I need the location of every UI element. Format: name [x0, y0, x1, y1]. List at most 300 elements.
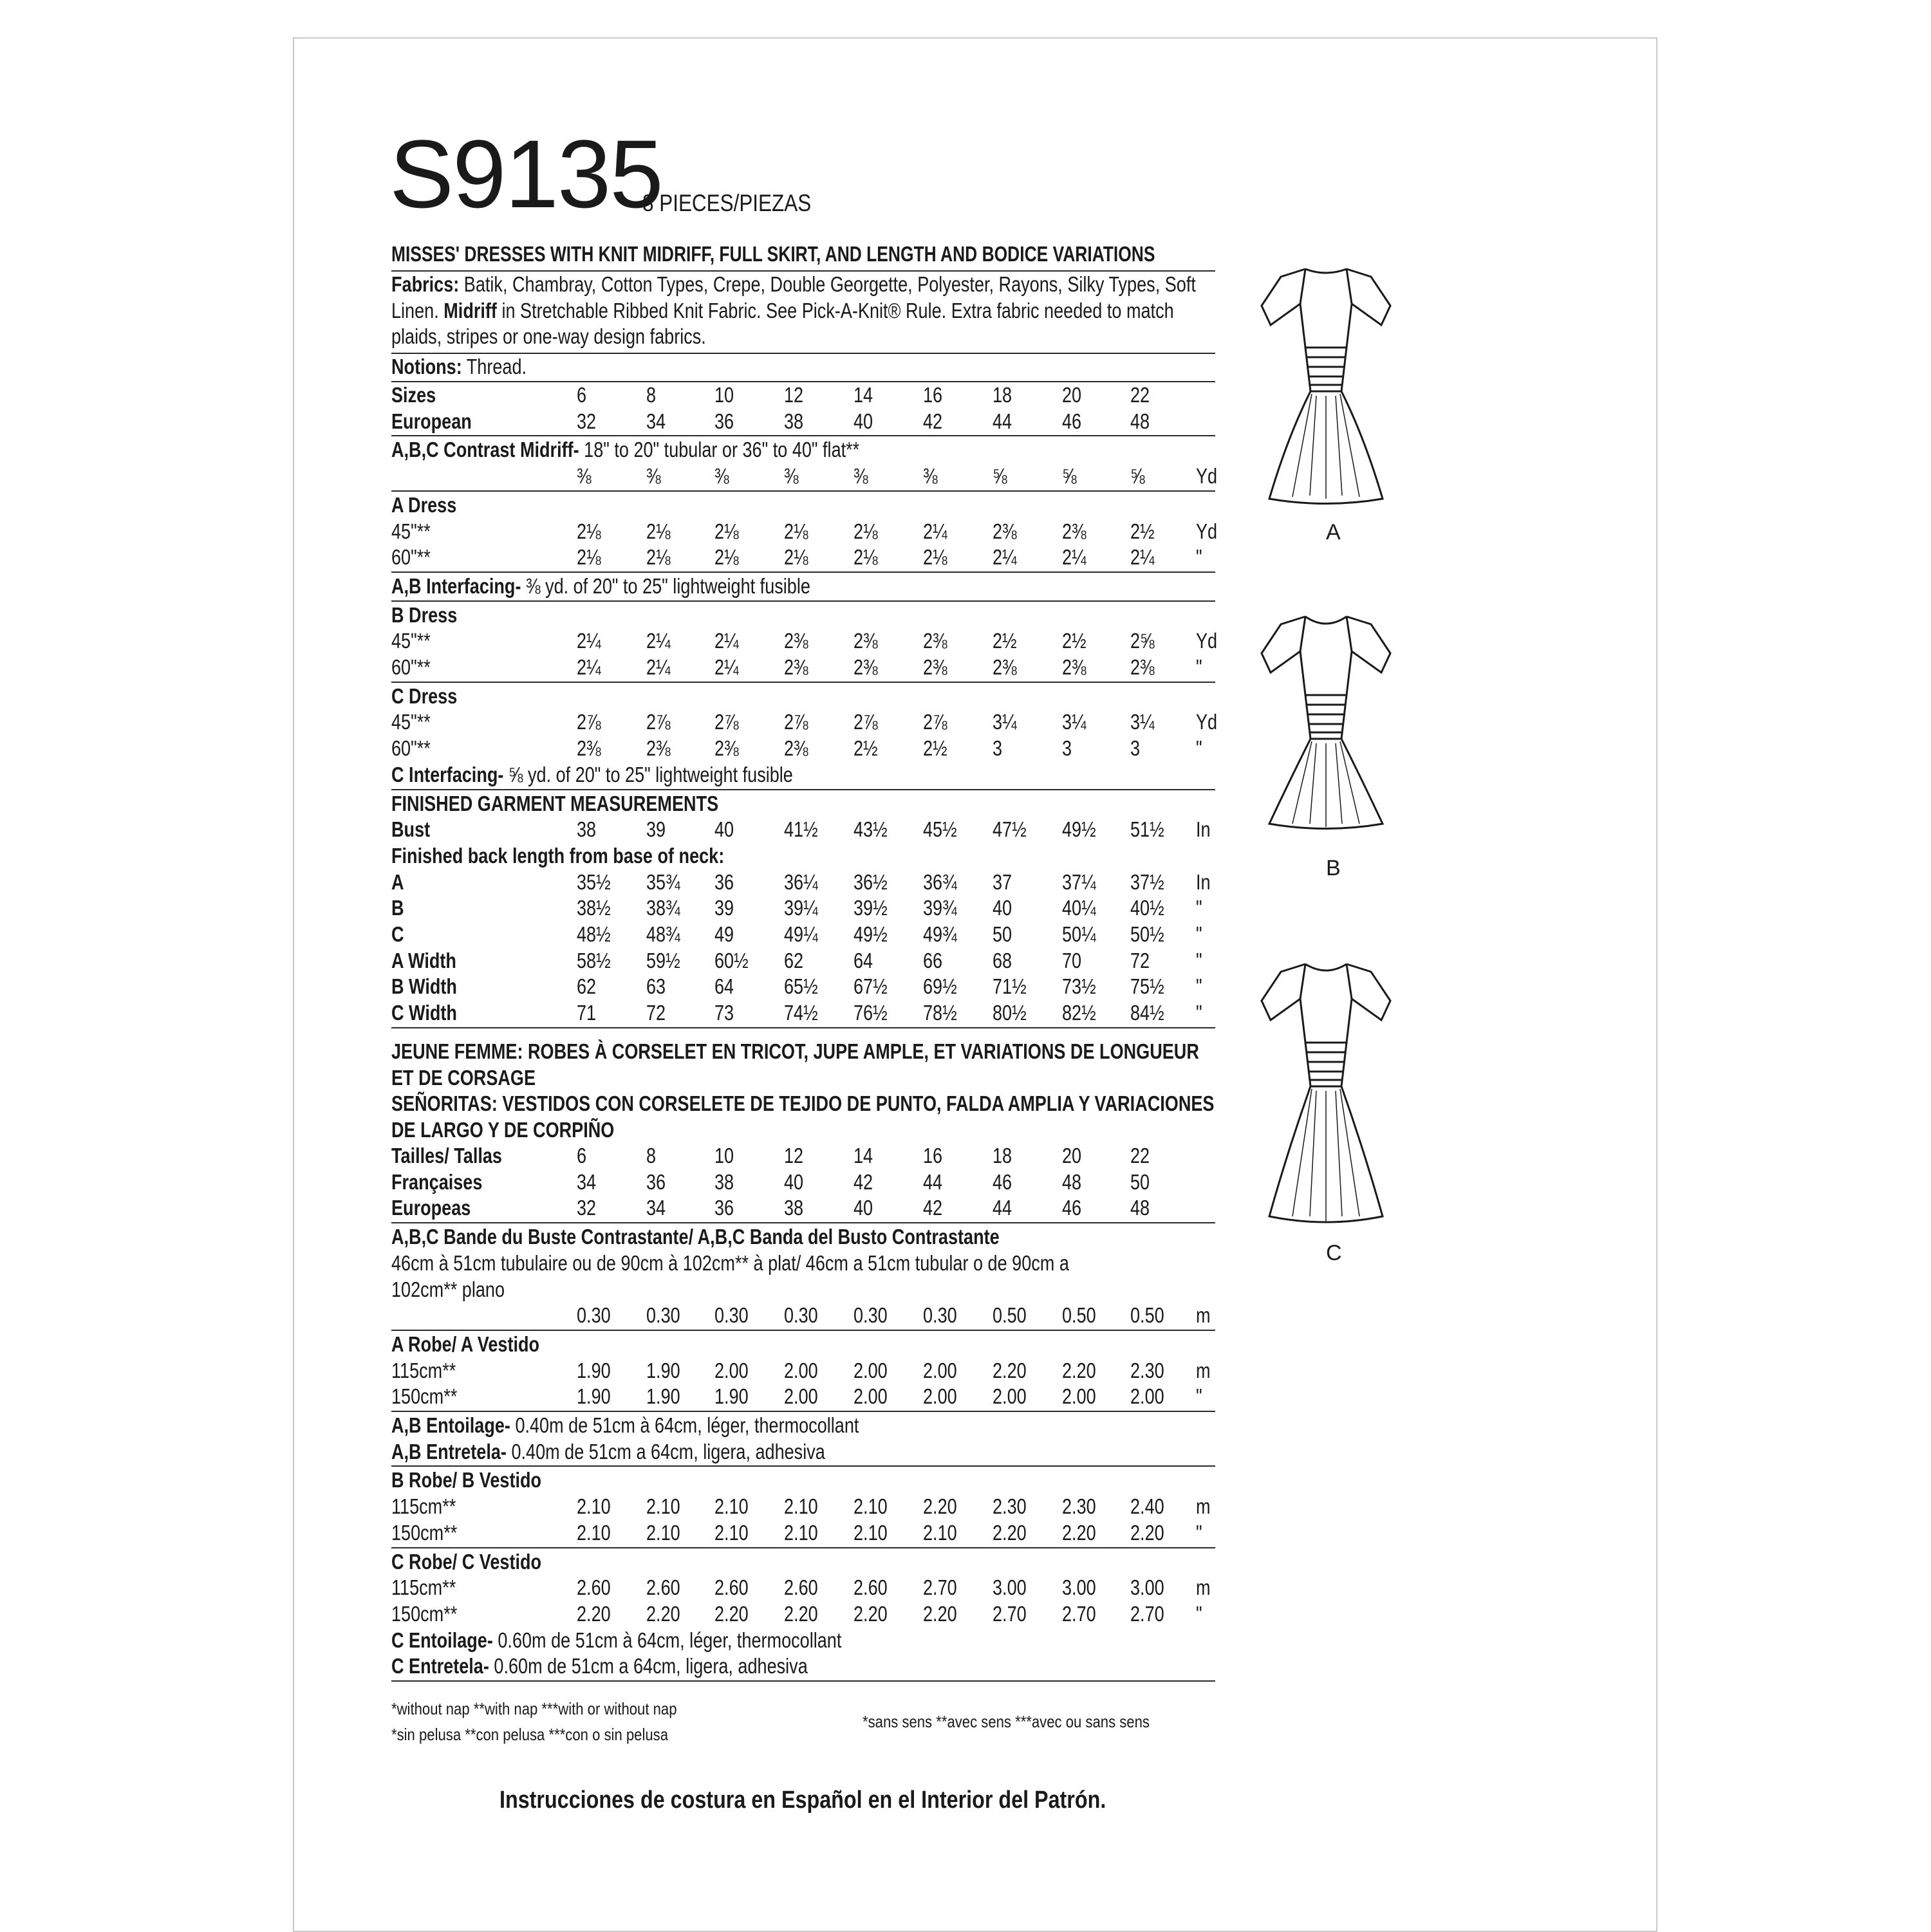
table-cell: 2⅜ — [784, 655, 808, 679]
table-cell: 2⅜ — [784, 736, 808, 761]
table-row — [391, 1520, 1215, 1547]
unit-cell: Yd — [1196, 710, 1218, 734]
table-cell: 3.00 — [1130, 1575, 1164, 1600]
table-cell: 2.60 — [784, 1575, 818, 1600]
table-row — [391, 437, 1215, 463]
row-label: A,B,C Contrast Midriff- 18" to 20" tubular or 36" to 40" flat** — [391, 438, 860, 462]
table-cell: 2.20 — [993, 1520, 1027, 1545]
unit-cell: In — [1196, 817, 1211, 842]
table-cell: 2¼ — [714, 629, 739, 653]
table-cell: 2⅜ — [923, 655, 947, 679]
table-cell: 2⅜ — [1130, 655, 1155, 679]
table-cell: 2⅛ — [577, 545, 601, 570]
notions-text: Thread. — [462, 355, 527, 378]
row-label: A Width — [391, 948, 456, 972]
table-row — [391, 1195, 1215, 1221]
table-row — [391, 1601, 1215, 1628]
view-c-sketch — [1255, 946, 1397, 1236]
unit-cell: m — [1196, 1303, 1211, 1328]
row-label: A,B,C Bande du Buste Contrastante/ A,B,C Banda del Busto Contrastante — [391, 1225, 1000, 1249]
table-cell: 0.30 — [577, 1303, 611, 1328]
piece-count: 8 PIECES/PIEZAS — [642, 190, 812, 216]
row-label: FINISHED GARMENT MEASUREMENTS — [391, 791, 719, 815]
table-cell: 2⅜ — [784, 629, 808, 653]
row-suffix: 18" to 20" tubular or 36" to 40" flat** — [579, 438, 860, 462]
table-row — [391, 1628, 1215, 1654]
row-label: Sizes — [391, 383, 436, 407]
row-label: C — [391, 922, 404, 946]
section-rule — [391, 1222, 1215, 1223]
section-rule — [391, 1411, 1215, 1412]
table-row — [391, 843, 1215, 869]
table-cell: 12 — [784, 383, 804, 407]
table-cell: 2.10 — [714, 1494, 749, 1519]
table-cell: 62 — [784, 948, 804, 972]
pattern-number: S9135 — [389, 120, 662, 228]
unit-cell: " — [1196, 655, 1202, 679]
table-cell: 37¼ — [1062, 869, 1096, 894]
table-cell: 2⅞ — [714, 710, 739, 734]
table-cell: 2.60 — [577, 1575, 611, 1600]
table-row — [391, 544, 1215, 571]
table-cell: 2.30 — [1062, 1494, 1096, 1519]
table-cell: 2⅛ — [714, 519, 739, 543]
table-cell: 44 — [993, 1196, 1012, 1220]
row-label: A,B Entretela- 0.40m de 51cm a 64cm, ligera, adhesiva — [391, 1439, 825, 1463]
table-cell: 2.10 — [784, 1520, 818, 1545]
table-cell: 36¼ — [784, 869, 818, 894]
table-cell: 1.90 — [714, 1384, 749, 1409]
table-cell: 39¾ — [923, 896, 957, 920]
table-cell: 2.60 — [854, 1575, 888, 1600]
table-cell: 3 — [1130, 736, 1141, 761]
view-a-label: A — [1326, 520, 1341, 544]
table-cell: 2.40 — [1130, 1494, 1164, 1519]
table-cell: 2.20 — [923, 1494, 957, 1519]
notions-line — [391, 354, 1215, 380]
table-cell: 2⅛ — [784, 519, 808, 543]
row-suffix: 0.40m de 51cm a 64cm, ligera, adhesiva — [506, 1439, 825, 1463]
table-cell: 34 — [577, 1169, 597, 1194]
table-cell: 39 — [646, 817, 666, 842]
table-cell: 2⅜ — [993, 655, 1017, 679]
table-cell: 2¼ — [1062, 545, 1087, 570]
table-cell: 6 — [577, 383, 587, 407]
table-cell: 2.70 — [1130, 1601, 1164, 1626]
table-cell: 1.90 — [646, 1358, 680, 1382]
table-row — [391, 1653, 1215, 1680]
table-cell: 72 — [646, 1001, 666, 1025]
table-cell: 2½ — [1062, 629, 1087, 653]
row-label: 115cm** — [391, 1575, 456, 1600]
table-row — [391, 869, 1215, 896]
row-label: B Robe/ B Vestido — [391, 1468, 542, 1492]
table-cell: 2⅜ — [854, 655, 878, 679]
table-cell: 2⅜ — [714, 736, 739, 761]
section-rule — [391, 435, 1215, 436]
table-cell: 2.70 — [923, 1575, 957, 1600]
table-cell: 2⅜ — [1062, 519, 1087, 543]
table-cell: 36 — [714, 1196, 734, 1220]
row-label: A — [391, 869, 404, 894]
unit-cell: m — [1196, 1358, 1211, 1382]
table-row — [391, 492, 1215, 519]
table-cell: 34 — [646, 409, 666, 433]
table-cell: 42 — [923, 409, 943, 433]
table-cell: 2.30 — [993, 1494, 1027, 1519]
table-cell: 16 — [923, 383, 943, 407]
table-cell: 2⅜ — [577, 736, 601, 761]
table-cell: 62 — [577, 974, 597, 999]
table-cell: ⅝ — [1130, 464, 1145, 488]
row-label: 60"** — [391, 736, 431, 761]
table-row — [391, 463, 1218, 490]
table-cell: 47½ — [993, 817, 1027, 842]
table-cell: 58½ — [577, 948, 611, 972]
table-cell: 10 — [714, 383, 734, 407]
table-cell: 2.10 — [923, 1520, 957, 1545]
table-cell: 0.30 — [923, 1303, 957, 1328]
table-cell: ⅜ — [577, 464, 592, 488]
table-cell: 2⅞ — [923, 710, 947, 734]
fabrics-text-2: in Stretchable Ribbed Knit Fabric. See Pick-A-Knit® Rule. Extra fabric needed to match plaids, stripes or one-way design fabrics. — [391, 298, 1174, 349]
table-row — [391, 1277, 1215, 1303]
row-label: C Dress — [391, 683, 458, 708]
french-title: JEUNE FEMME: ROBES À CORSELET EN TRICOT, JUPE AMPLE, ET VARIATIONS DE LONGUEUR ET DE CORSAGE — [391, 1039, 1199, 1090]
table-cell: 67½ — [854, 974, 888, 999]
unit-cell: In — [1196, 869, 1211, 894]
spanish-instructions-note: Instrucciones de costura en Español en el Interior del Patrón. — [499, 1787, 1106, 1814]
table-cell: 2⅜ — [854, 629, 878, 653]
row-suffix: ⅝ yd. of 20" to 25" lightweight fusible — [503, 762, 793, 786]
table-cell: 50¼ — [1062, 922, 1096, 946]
table-row — [391, 1549, 1215, 1575]
fabrics-text: Batik, Chambray, Cotton Types, Crepe, Double Georgette, Polyester, Rayons, Silky Types, Soft Linen. — [391, 272, 1196, 322]
table-cell: 2¼ — [1130, 545, 1155, 570]
table-row — [391, 655, 1215, 681]
table-cell: 8 — [646, 383, 657, 407]
section-rule — [391, 490, 1215, 492]
table-cell: 6 — [577, 1144, 587, 1167]
table-cell: 41½ — [784, 817, 818, 842]
midriff-label: Midriff — [443, 298, 497, 322]
table-cell: 80½ — [993, 1001, 1027, 1025]
table-cell: 38 — [577, 817, 597, 842]
table-cell: 36½ — [854, 869, 888, 894]
table-cell: 1.90 — [646, 1384, 680, 1409]
table-cell: 0.30 — [646, 1303, 680, 1328]
table-cell: 0.30 — [784, 1303, 818, 1328]
table-cell: 2⅛ — [854, 519, 878, 543]
table-cell: 48½ — [577, 922, 611, 946]
table-cell: 42 — [854, 1169, 873, 1194]
table-cell: 0.50 — [1130, 1303, 1164, 1328]
table-cell: 2⅛ — [646, 545, 671, 570]
table-cell: ⅜ — [646, 464, 661, 488]
table-cell: 2⅛ — [646, 519, 671, 543]
table-cell: 49½ — [854, 922, 888, 946]
table-cell: 2.20 — [646, 1601, 680, 1626]
table-cell: 59½ — [646, 948, 680, 972]
row-label: C Entretela- 0.60m de 51cm a 64cm, ligera, adhesiva — [391, 1654, 808, 1678]
table-cell: 60½ — [714, 948, 749, 972]
table-cell: 22 — [1130, 383, 1150, 407]
view-b-label: B — [1326, 856, 1341, 880]
table-row — [391, 895, 1215, 922]
table-cell: 2.00 — [923, 1358, 957, 1382]
table-cell: 20 — [1062, 383, 1082, 407]
table-cell: 34 — [646, 1196, 666, 1220]
row-label: 150cm** — [391, 1384, 458, 1409]
row-label: B Width — [391, 974, 457, 999]
row-label: C Width — [391, 1001, 457, 1025]
table-cell: 35½ — [577, 869, 611, 894]
table-row — [391, 1169, 1215, 1196]
table-cell: 2.00 — [993, 1384, 1027, 1409]
table-cell: 2.20 — [993, 1358, 1027, 1382]
table-row — [391, 762, 1215, 788]
row-label: 102cm** plano — [391, 1277, 505, 1301]
table-cell: 2⅞ — [854, 710, 878, 734]
table-row — [391, 683, 1215, 710]
row-suffix: 0.40m de 51cm à 64cm, léger, thermocollant — [510, 1413, 859, 1437]
row-label: 150cm** — [391, 1520, 458, 1545]
section-rule — [391, 600, 1215, 602]
table-cell: 12 — [784, 1144, 804, 1167]
table-cell: 0.50 — [993, 1303, 1027, 1328]
table-cell: 70 — [1062, 948, 1082, 972]
table-cell: 71 — [577, 1001, 597, 1025]
table-cell: 78½ — [923, 1001, 957, 1025]
row-label: Tailles/ Tallas — [391, 1144, 502, 1167]
fabrics-label: Fabrics: — [391, 272, 460, 296]
table-row — [391, 1439, 1215, 1465]
table-cell: 2⅛ — [577, 519, 601, 543]
table-cell: ⅝ — [1062, 464, 1077, 488]
table-cell: 3¼ — [993, 710, 1017, 734]
pattern-title: MISSES' DRESSES WITH KNIT MIDRIFF, FULL SKIRT, AND LENGTH AND BODICE VARIATIONS — [391, 242, 1155, 266]
table-cell: 39 — [714, 896, 734, 920]
row-label: A,B Interfacing- ⅜ yd. of 20" to 25" lightweight fusible — [391, 573, 810, 598]
table-row — [391, 1000, 1215, 1026]
table-cell: 14 — [854, 1144, 873, 1167]
table-cell: 40¼ — [1062, 896, 1096, 920]
table-cell: 2¼ — [646, 655, 671, 679]
table-cell: 20 — [1062, 1144, 1082, 1167]
table-cell: 2.20 — [577, 1601, 611, 1626]
unit-cell: m — [1196, 1494, 1211, 1519]
table-cell: 10 — [714, 1144, 734, 1167]
table-cell: 43½ — [854, 817, 888, 842]
table-row — [391, 1224, 1215, 1250]
table-row — [391, 602, 1215, 629]
table-cell: 38 — [784, 409, 804, 433]
table-cell: 40 — [854, 409, 873, 433]
table-cell: 38¾ — [646, 896, 680, 920]
table-cell: 2.60 — [714, 1575, 749, 1600]
table-cell: 1.90 — [577, 1358, 611, 1382]
table-cell: 48 — [1130, 409, 1150, 433]
table-cell: 38 — [784, 1196, 804, 1220]
table-cell: 84½ — [1130, 1001, 1164, 1025]
table-row — [391, 409, 1215, 435]
row-label: European — [391, 409, 472, 433]
table-cell: 2¼ — [993, 545, 1017, 570]
table-cell: 38 — [714, 1169, 734, 1194]
table-cell: 74½ — [784, 1001, 818, 1025]
row-label: A Robe/ A Vestido — [391, 1332, 540, 1356]
table-cell: 72 — [1130, 948, 1150, 972]
row-suffix: 0.60m de 51cm à 64cm, léger, thermocollant — [492, 1628, 842, 1652]
row-label: C Entoilage- 0.60m de 51cm à 64cm, léger, thermocollant — [391, 1628, 842, 1652]
table-cell: 64 — [854, 948, 873, 972]
table-cell: 50 — [993, 922, 1012, 946]
row-label: 150cm** — [391, 1601, 458, 1626]
table-cell: 2.70 — [1062, 1601, 1096, 1626]
table-cell: 0.30 — [854, 1303, 888, 1328]
table-cell: 2.00 — [784, 1358, 818, 1382]
table-cell: 0.50 — [1062, 1303, 1096, 1328]
table-cell: 73 — [714, 1001, 734, 1025]
table-cell: 2.00 — [854, 1384, 888, 1409]
row-label: 115cm** — [391, 1358, 456, 1382]
table-cell: 37½ — [1130, 869, 1164, 894]
table-cell: 1.90 — [577, 1384, 611, 1409]
table-cell: 2⅜ — [1062, 655, 1087, 679]
table-cell: 36 — [646, 1169, 666, 1194]
view-c-label: C — [1326, 1241, 1342, 1265]
view-a-sketch — [1255, 251, 1397, 515]
table-cell: 2⅛ — [854, 545, 878, 570]
table-cell: 46 — [1062, 409, 1082, 433]
row-label: 115cm** — [391, 1494, 456, 1519]
table-cell: 49 — [714, 922, 734, 946]
table-cell: 2.10 — [854, 1520, 888, 1545]
row-label: A,B Entoilage- 0.40m de 51cm à 64cm, léger, thermocollant — [391, 1413, 859, 1437]
table-row — [391, 736, 1215, 762]
section-rule — [391, 1330, 1215, 1331]
table-row — [391, 1332, 1215, 1358]
unit-cell: " — [1196, 1520, 1202, 1545]
table-cell: 2¼ — [923, 519, 947, 543]
table-cell: 2⅛ — [784, 545, 808, 570]
table-cell: 36¾ — [923, 869, 957, 894]
table-cell: 50 — [1130, 1169, 1150, 1194]
table-cell: 2¼ — [714, 655, 739, 679]
table-cell: 2.10 — [577, 1520, 611, 1545]
table-cell: 2.00 — [1130, 1384, 1164, 1409]
unit-cell: " — [1196, 1384, 1202, 1409]
table-cell: 2.20 — [1130, 1520, 1164, 1545]
table-cell: 2.00 — [1062, 1384, 1096, 1409]
table-cell: 0.30 — [714, 1303, 749, 1328]
table-cell: 2⅝ — [1130, 629, 1155, 653]
table-cell: 40 — [854, 1196, 873, 1220]
table-row — [391, 709, 1218, 736]
table-cell: 46 — [993, 1169, 1012, 1194]
table-row — [391, 519, 1218, 545]
table-cell: 66 — [923, 948, 943, 972]
table-cell: 2⅞ — [784, 710, 808, 734]
nap-notes-english: *without nap **with nap ***with or without nap — [391, 1699, 677, 1718]
row-label: Europeas — [391, 1196, 471, 1220]
table-cell: 64 — [714, 974, 734, 999]
row-label: B Dress — [391, 602, 458, 627]
table-cell: 48 — [1062, 1169, 1082, 1194]
row-label: Françaises — [391, 1169, 483, 1194]
table-cell: 2½ — [993, 629, 1017, 653]
unit-cell: m — [1196, 1575, 1211, 1600]
table-row — [391, 1250, 1215, 1277]
table-cell: 2.00 — [714, 1358, 749, 1382]
section-rule — [391, 682, 1215, 683]
table-row — [391, 791, 1215, 817]
table-cell: 2.10 — [784, 1494, 818, 1519]
table-cell: 8 — [646, 1144, 657, 1167]
row-label: C Robe/ C Vestido — [391, 1549, 542, 1574]
table-cell: 82½ — [1062, 1001, 1096, 1025]
section-rule — [391, 1027, 1215, 1028]
table-cell: ⅝ — [993, 464, 1007, 488]
notions-label: Notions: — [391, 355, 462, 378]
table-cell: 40 — [714, 817, 734, 842]
table-cell: 37 — [993, 869, 1012, 894]
table-cell: 2¼ — [577, 629, 601, 653]
table-cell: ⅜ — [714, 464, 729, 488]
table-cell: 36 — [714, 409, 734, 433]
unit-cell: Yd — [1196, 464, 1218, 488]
table-cell: 2¼ — [646, 629, 671, 653]
table-cell: 2⅛ — [714, 545, 739, 570]
nap-notes-spanish: *sin pelusa **con pelusa ***con o sin pelusa — [391, 1725, 669, 1744]
table-cell: 2⅛ — [923, 545, 947, 570]
spanish-title: SEÑORITAS: VESTIDOS CON CORSELETE DE TEJIDO DE PUNTO, FALDA AMPLIA Y VARIACIONES DE LARGO Y DE CORPIÑO — [391, 1091, 1215, 1142]
table-cell: 48 — [1130, 1196, 1150, 1220]
table-cell: 2½ — [923, 736, 947, 761]
table-cell: 32 — [577, 1196, 597, 1220]
table-cell: 2⅜ — [923, 629, 947, 653]
unit-cell: " — [1196, 1601, 1202, 1626]
table-cell: 40 — [784, 1169, 804, 1194]
table-cell: 2.20 — [714, 1601, 749, 1626]
table-cell: 3.00 — [993, 1575, 1027, 1600]
table-cell: 2.00 — [854, 1358, 888, 1382]
table-cell: ⅜ — [923, 464, 938, 488]
table-cell: 49½ — [1062, 817, 1096, 842]
row-label: Bust — [391, 817, 431, 842]
table-cell: 2½ — [1130, 519, 1155, 543]
table-cell: 2⅜ — [993, 519, 1017, 543]
table-cell: 42 — [923, 1196, 943, 1220]
table-cell: 3 — [1062, 736, 1072, 761]
table-row — [391, 1384, 1215, 1410]
row-label: B — [391, 896, 404, 920]
section-rule — [391, 1547, 1215, 1548]
table-cell: 3¼ — [1062, 710, 1087, 734]
row-label: 45"** — [391, 629, 431, 653]
unit-cell: " — [1196, 974, 1202, 999]
table-cell: 14 — [854, 383, 873, 407]
unit-cell: " — [1196, 736, 1202, 761]
row-label: Finished back length from base of neck: — [391, 843, 725, 868]
table-cell: 36 — [714, 869, 734, 894]
table-cell: 65½ — [784, 974, 818, 999]
row-suffix: 0.60m de 51cm a 64cm, ligera, adhesiva — [489, 1654, 808, 1678]
table-cell: 2.10 — [714, 1520, 749, 1545]
section-rule — [391, 1465, 1215, 1467]
table-cell: ⅜ — [784, 464, 799, 488]
table-cell: 2.20 — [1062, 1358, 1096, 1382]
